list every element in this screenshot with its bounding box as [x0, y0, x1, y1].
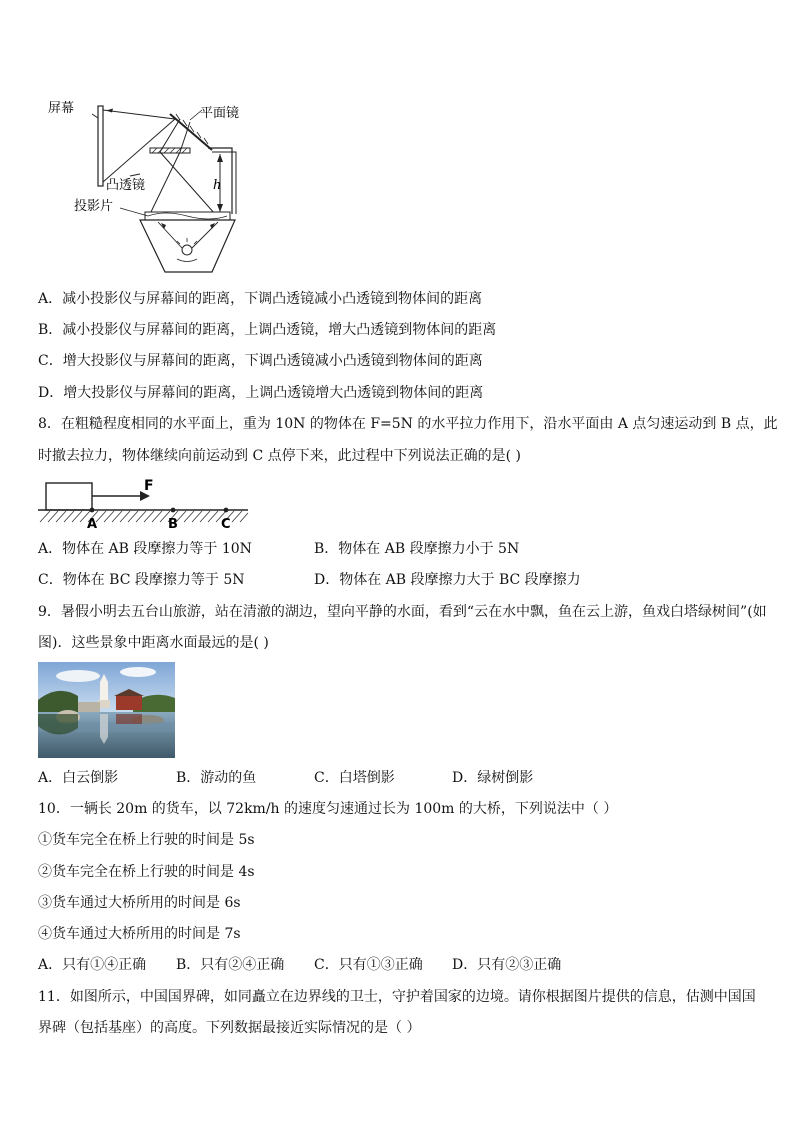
- q10-statement-2: ②货车完全在桥上行驶的时间是 4s: [38, 864, 255, 880]
- q8-stem-line2: 时撤去拉力，物体继续向前运动到 C 点停下来，此过程中下列说法正确的是( ): [38, 448, 521, 464]
- q7-option-a: A．减小投影仪与屏幕间的距离，下调凸透镜减小凸透镜到物体间的距离: [38, 291, 483, 307]
- q10-stem: 10．一辆长 20m 的货车，以 72km/h 的速度匀速通过长为 100m 的大桥，下列说法中（ ）: [38, 801, 618, 817]
- label-force: F: [144, 478, 154, 494]
- q8-option-d: D．物体在 AB 段摩擦力大于 BC 段摩擦力: [314, 572, 581, 588]
- label-slide: 投影片: [74, 199, 114, 214]
- friction-figure: [36, 476, 252, 530]
- projector-figure: [40, 92, 260, 277]
- lake-photo: [38, 662, 175, 758]
- q10-option-b: B．只有②④正确: [176, 957, 285, 973]
- label-screen: 屏幕: [48, 101, 75, 116]
- label-a: A: [87, 517, 98, 530]
- q10-option-c: C．只有①③正确: [314, 957, 423, 973]
- label-b: B: [168, 517, 178, 530]
- q9-stem-line2: 图)．这些景象中距离水面最远的是( ): [38, 635, 269, 651]
- block: [46, 483, 92, 510]
- q9-option-a: A．白云倒影: [38, 770, 119, 786]
- point-a: [90, 508, 95, 513]
- screen: [98, 106, 103, 186]
- q7-option-b: B．减小投影仪与屏幕间的距离，上调凸透镜，增大凸透镜到物体间的距离: [38, 322, 497, 338]
- bulb-icon: [182, 245, 192, 255]
- q10-statement-4: ④货车通过大桥所用的时间是 7s: [38, 926, 241, 942]
- q7-option-c: C．增大投影仪与屏幕间的距离，下调凸透镜减小凸透镜到物体间的距离: [38, 353, 483, 369]
- q9-stem-line1: 9．暑假小明去五台山旅游，站在清澈的湖边，望向平静的水面，看到“云在水中飘，鱼在云上游，鱼戏白塔绿树间”(如: [38, 604, 767, 620]
- q9-option-d: D．绿树倒影: [452, 770, 534, 786]
- q10-option-d: D．只有②③正确: [452, 957, 562, 973]
- q9-option-b: B．游动的鱼: [176, 770, 257, 786]
- point-c: [224, 508, 229, 513]
- q11-stem-line2: 界碑（包括基座）的高度。下列数据最接近实际情况的是（ ）: [38, 1020, 421, 1036]
- label-h: h: [213, 178, 222, 193]
- label-lens: 凸透镜: [106, 178, 146, 193]
- label-mirror: 平面镜: [200, 106, 240, 121]
- q10-option-a: A．只有①④正确: [38, 957, 147, 973]
- q8-stem-line1: 8．在粗糙程度相同的水平面上，重为 10N 的物体在 F=5N 的水平拉力作用下，沿水平面由 A 点匀速运动到 B 点，此: [38, 416, 778, 432]
- q8-option-a: A．物体在 AB 段摩擦力等于 10N: [38, 541, 252, 557]
- q10-statement-3: ③货车通过大桥所用的时间是 6s: [38, 895, 241, 911]
- point-b: [171, 508, 176, 513]
- q9-option-c: C．白塔倒影: [314, 770, 395, 786]
- q8-option-c: C．物体在 BC 段摩擦力等于 5N: [38, 572, 245, 588]
- q7-option-d: D．增大投影仪与屏幕间的距离，上调凸透镜增大凸透镜到物体间的距离: [38, 385, 484, 401]
- q8-option-b: B．物体在 AB 段摩擦力小于 5N: [314, 541, 520, 557]
- label-c: C: [221, 517, 231, 530]
- q10-statement-1: ①货车完全在桥上行驶的时间是 5s: [38, 832, 255, 848]
- q11-stem-line1: 11．如图所示，中国国界碑，如同矗立在边界线的卫士，守护着国家的边境。请你根据图片提供的信息，估测中国国: [38, 989, 756, 1005]
